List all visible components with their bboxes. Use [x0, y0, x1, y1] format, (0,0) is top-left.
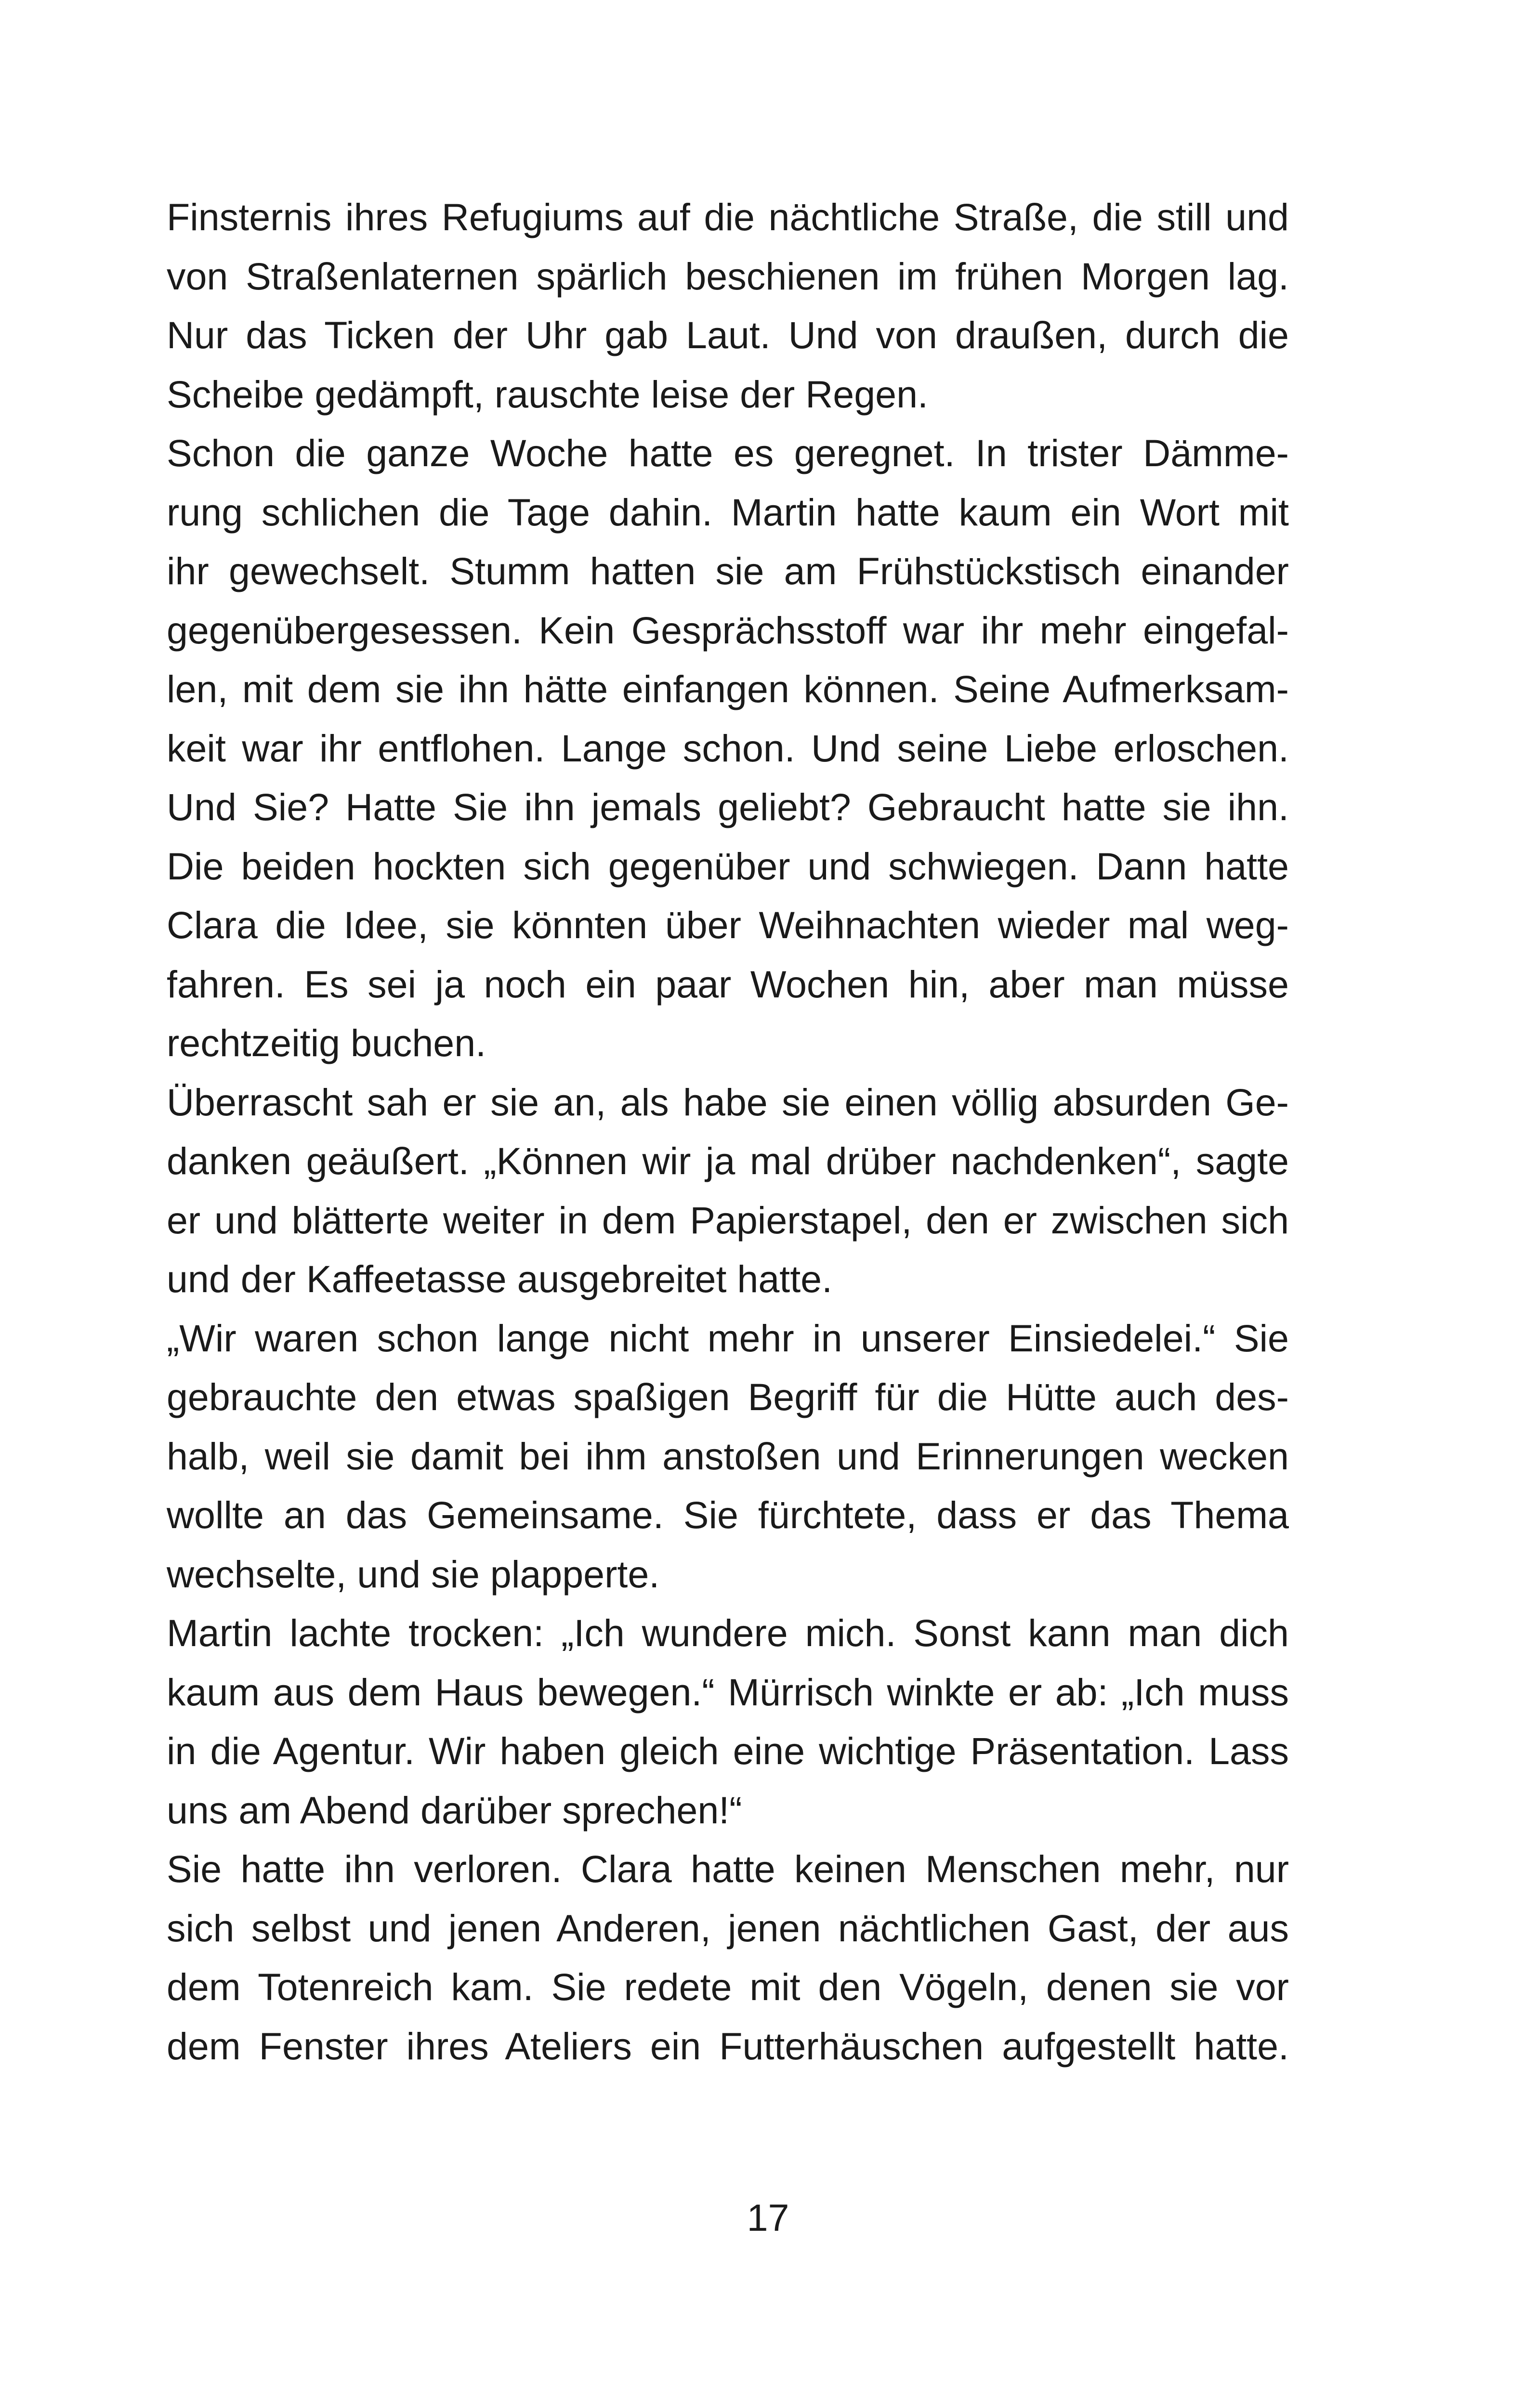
text-line: Finsternis ihres Refugiums auf die nächtliche Straße, die still und [167, 196, 1289, 238]
text-line: uns am Abend darüber sprechen!“ [167, 1788, 742, 1832]
text-line: dem Fenster ihres Ateliers ein Futterhäuschen aufgestellt hatte. [167, 2024, 1289, 2068]
text-line: sich selbst und jenen Anderen, jenen nächtlichen Gast, der aus [167, 1906, 1289, 1950]
text-line: gebrauchte den etwas spaßigen Begriff für die Hütte auch des- [167, 1375, 1289, 1418]
text-line: Und Sie? Hatte Sie ihn jemals geliebt? Gebraucht hatte sie ihn. [167, 785, 1289, 828]
text-line: Sie hatte ihn verloren. Clara hatte keinen Menschen mehr, nur [167, 1847, 1289, 1890]
text-line: von Straßenlaternen spärlich beschienen im frühen Morgen lag. [167, 254, 1289, 298]
text-line: dem Totenreich kam. Sie redete mit den Vögeln, denen sie vor [167, 1965, 1289, 2008]
text-line: Schon die ganze Woche hatte es geregnet. In trister Dämme- [167, 432, 1289, 474]
text-line: halb, weil sie damit bei ihm anstoßen und Erinnerungen wecken [167, 1434, 1289, 1478]
text-line: Clara die Idee, sie könnten über Weihnachten wieder mal weg- [167, 903, 1289, 946]
text-line: ihr gewechselt. Stumm hatten sie am Frühstückstisch einander [167, 550, 1289, 592]
text-line: wechselte, und sie plapperte. [167, 1552, 660, 1596]
text-line: kaum aus dem Haus bewegen.“ Mürrisch winkte er ab: „Ich muss [167, 1670, 1289, 1714]
text-line: „Wir waren schon lange nicht mehr in unserer Einsiedelei.“ Sie [167, 1316, 1289, 1360]
page-number: 17 [747, 2196, 789, 2239]
text-line: Die beiden hockten sich gegenüber und schwiegen. Dann hatte [167, 844, 1289, 888]
text-line: und der Kaffeetasse ausgebreitet hatte. [167, 1257, 833, 1300]
text-line: Martin lachte trocken: „Ich wundere mich. Sonst kann man dich [167, 1611, 1289, 1654]
body-text [167, 188, 1289, 2076]
text-line: Scheibe gedämpft, rauschte leise der Regen. [167, 372, 928, 416]
text-line: Nur das Ticken der Uhr gab Laut. Und von draußen, durch die [167, 314, 1289, 356]
text-line: wollte an das Gemeinsame. Sie fürchtete, dass er das Thema [167, 1493, 1289, 1536]
text-line: fahren. Es sei ja noch ein paar Wochen hin, aber man müsse [167, 962, 1289, 1006]
text-line: len, mit dem sie ihn hätte einfangen können. Seine Aufmerksam- [167, 667, 1289, 710]
text-line: rechtzeitig buchen. [167, 1021, 486, 1064]
text-line: Überrascht sah er sie an, als habe sie einen völlig absurden Ge- [167, 1080, 1289, 1124]
text-line: danken geäußert. „Können wir ja mal drüber nachdenken“, sagte [167, 1139, 1289, 1182]
text-line: in die Agentur. Wir haben gleich eine wichtige Präsentation. Lass [167, 1729, 1289, 1772]
text-line: er und blätterte weiter in dem Papierstapel, den er zwischen sich [167, 1198, 1289, 1242]
text-line: keit war ihr entflohen. Lange schon. Und seine Liebe erloschen. [167, 726, 1289, 770]
text-line: gegenübergesessen. Kein Gesprächsstoff war ihr mehr eingefal- [167, 608, 1289, 652]
text-line: rung schlichen die Tage dahin. Martin hatte kaum ein Wort mit [167, 490, 1289, 534]
